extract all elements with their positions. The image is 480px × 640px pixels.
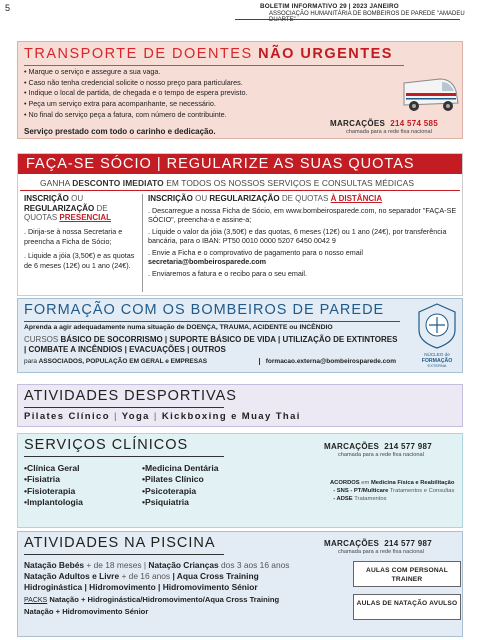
list-item: • Indique o local de partida, de chegada e o tempo de espera previsto. bbox=[24, 88, 248, 99]
desportivas-section bbox=[17, 384, 463, 427]
list-item: Pilates Clínico bbox=[24, 411, 110, 422]
formacao-publico: para ASSOCIADOS, POPULAÇÃO EM GERAL e EMPRESAS formacao.externa@bombeirosparede.com bbox=[24, 358, 396, 365]
list-item: • Marque o serviço e assegure a sua vaga. bbox=[24, 67, 248, 78]
piscina-title: ATIVIDADES NA PISCINA bbox=[24, 535, 216, 551]
list-item: • Psicoterapia bbox=[142, 486, 219, 497]
header-rule bbox=[235, 19, 460, 20]
list-item: • Medicina Dentária bbox=[142, 463, 219, 474]
badge-line-1: NÚCLEO de bbox=[424, 352, 450, 357]
formacao-title: FORMAÇÃO COM OS BOMBEIROS DE PAREDE bbox=[24, 302, 385, 318]
column-divider bbox=[142, 194, 143, 292]
association-name: ASSOCIAÇÃO HUMANITÁRIA DE BOMBEIROS DE PAREDE "AMADEU DUARTE" bbox=[269, 11, 465, 23]
desportivas-title: ATIVIDADES DESPORTIVAS bbox=[24, 388, 237, 404]
badge-line-3: EXTERNA bbox=[427, 363, 447, 368]
distancia-step-3: . Envie a Ficha e o comprovativo de pagamento para o nosso email secretaria@bombeirosparede.com bbox=[148, 247, 363, 266]
socio-subtitle: GANHA DESCONTO IMEDIATO EM TODOS OS NOSSOS SERVIÇOS E CONSULTAS MÉDICAS bbox=[40, 178, 414, 188]
clinicos-section bbox=[17, 433, 463, 528]
piscina-section bbox=[17, 531, 463, 637]
list-item: • Pilates Clínico bbox=[142, 474, 219, 485]
transporte-list bbox=[24, 67, 248, 121]
desportivas-list: Pilates Clínico | Yoga | Kickboxing e Muay Thai bbox=[24, 411, 301, 422]
clinicos-title: SERVIÇOS CLÍNICOS bbox=[24, 437, 189, 453]
piscina-list: Natação Bebés + de 18 meses | Natação Crianças dos 3 aos 16 anos Natação Adultos e Livre + de 16 anos | Aqua Cross Training Hidroginástica | Hidromovimento | Hidromovimento Sénior PACKS Natação + Hidroginástica/Hidromovimento/Aqua Cross Training Natação + Hidromovimento Sénior bbox=[24, 560, 290, 616]
socio-section bbox=[17, 153, 463, 296]
email-link[interactable]: secretaria@bombeirosparede.com bbox=[148, 257, 267, 266]
list-item: • Caso não tenha credencial solicite o nosso preço para particulares. bbox=[24, 78, 248, 89]
acordos-block: ACORDOS em Medicina Física e Reabilitação - SNS - PT/Multicare Tratamentos e Consultas - ADSE Tratamentos bbox=[330, 480, 455, 502]
clinicos-list-2 bbox=[142, 463, 219, 509]
transporte-title: TRANSPORTE DE DOENTES NÃO URGENTES bbox=[24, 46, 393, 62]
divider bbox=[24, 456, 224, 457]
list-item: Yoga bbox=[121, 411, 150, 422]
divider bbox=[24, 321, 400, 322]
formacao-section bbox=[17, 298, 463, 373]
socio-title: FAÇA-SE SÓCIO | REGULARIZE AS SUAS QUOTAS bbox=[18, 154, 462, 174]
presencial-column: INSCRIÇÃO OU REGULARIZAÇÃO DE QUOTAS PRESENCIAL . Dirija-se à nossa Secretaria e preencha a Ficha de Sócio; . Liquide a jóia (3,50€) e as quotas de 6 meses (12€) ou 1 ano (24€). bbox=[24, 194, 140, 271]
bulletin-header: BOLETIM INFORMATIVO 29 | 2023 JANEIRO bbox=[260, 3, 399, 10]
natacao-avulso-button[interactable]: AULAS DE NATAÇÃO AVULSO bbox=[353, 594, 461, 620]
ambulance-icon bbox=[400, 69, 462, 115]
list-item: • Fisiatria bbox=[24, 474, 83, 485]
list-item: • Psiquiatria bbox=[142, 497, 219, 508]
transporte-marcacoes: MARCAÇÕES 214 574 585 bbox=[330, 119, 438, 128]
transporte-note: chamada para a rede fixa nacional bbox=[346, 129, 432, 135]
formacao-badge-icon bbox=[415, 302, 459, 368]
badge-line-2: FORMAÇÃO bbox=[421, 358, 453, 364]
distancia-step-4: . Enviaremos a fatura e o recibo para o seu email. bbox=[148, 268, 308, 278]
transporte-section bbox=[17, 41, 463, 139]
clinicos-note: chamada para a rede fixa nacional bbox=[338, 452, 424, 458]
list-item: • Implantologia bbox=[24, 497, 83, 508]
divider bbox=[24, 554, 224, 555]
divider bbox=[20, 190, 460, 191]
distancia-column: INSCRIÇÃO OU REGULARIZAÇÃO DE QUOTAS À DISTÂNCIA . Descarregue a nossa Ficha de Sócio, em www.bombeirosparede.com, no separador "FAÇA-SE SÓCIO", preencha-a e assine-a; . Liquide o valor da jóia (3,50€) e das quotas, 6 meses (12€) ou 1 ano (24€), por transferência bancária, para o IBAN: PT50 0010 0000 5207 6450 0042 9 . Envie a Ficha e o comprovativo de pagamento para o nosso email secretaria@bombeirosparede.com . Enviaremos a fatura e o recibo para o seu email. bbox=[148, 194, 460, 278]
distancia-step-1: . Descarregue a nossa Ficha de Sócio, em www.bombeirosparede.com, no separador "FAÇA-SE SÓCIO", preencha-a e assine-a; bbox=[148, 205, 457, 224]
clinicos-list-1 bbox=[24, 463, 83, 509]
list-item: Kickboxing e Muay Thai bbox=[161, 411, 301, 422]
divider bbox=[24, 407, 224, 408]
formacao-cursos: CURSOS BÁSICO DE SOCORRISMO | SUPORTE BÁSICO DE VIDA | UTILIZAÇÃO DE EXTINTORES | COMBATE A INCÊNDIOS | EVACUAÇÕES | OUTROS bbox=[24, 335, 398, 354]
page-number: 5 bbox=[5, 3, 11, 13]
clinicos-marcacoes: MARCAÇÕES 214 577 987 bbox=[324, 442, 432, 451]
piscina-note: chamada para a rede fixa nacional bbox=[338, 549, 424, 555]
list-item: • No final do serviço peça a fatura, com número de contribuinte. bbox=[24, 110, 248, 121]
personal-trainer-button[interactable]: AULAS COM PERSONAL TRAINER bbox=[353, 561, 461, 587]
presencial-step-2: . Liquide a jóia (3,50€) e as quotas de 6 meses (12€) ou 1 ano (24€). bbox=[24, 250, 135, 270]
piscina-marcacoes: MARCAÇÕES 214 577 987 bbox=[324, 539, 432, 548]
list-item: • Fisioterapia bbox=[24, 486, 83, 497]
formacao-intro: Aprenda a agir adequadamente numa situação de DOENÇA, TRAUMA, ACIDENTE ou INCÊNDIO bbox=[24, 324, 333, 331]
presencial-step-1: . Dirija-se à nossa Secretaria e preencha a Ficha de Sócio; bbox=[24, 226, 123, 246]
transporte-footer: Serviço prestado com todo o carinho e dedicação. bbox=[24, 127, 216, 136]
distancia-step-2: . Liquide o valor da jóia (3,50€) e das quotas, 6 meses (12€) ou 1 ano (24€), por transferência bancária, para o IBAN: PT50 0010 0000 5207 6450 0042 9 bbox=[148, 226, 447, 245]
list-item: • Peça um serviço extra para acompanhante, se necessário. bbox=[24, 99, 248, 110]
list-item: • Clínica Geral bbox=[24, 463, 83, 474]
formacao-email[interactable]: formacao.externa@bombeirosparede.com bbox=[259, 358, 396, 365]
